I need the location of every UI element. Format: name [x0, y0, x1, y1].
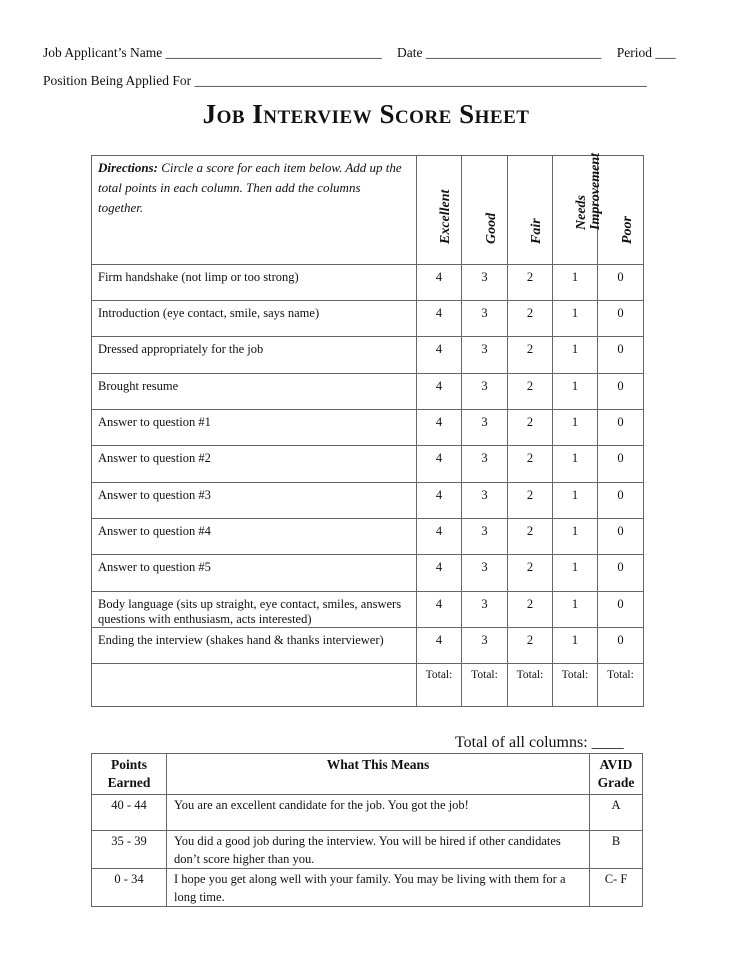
- score-option[interactable]: 0: [598, 592, 644, 628]
- score-item-label: Brought resume: [92, 374, 417, 410]
- grand-total: [455, 734, 624, 752]
- period-field[interactable]: ___: [655, 45, 676, 60]
- score-option[interactable]: 1: [553, 265, 598, 301]
- score-row: [92, 519, 644, 555]
- score-option[interactable]: 2: [508, 519, 553, 555]
- position-field[interactable]: ___________________________________________________________________: [194, 73, 647, 88]
- column-header-good: [462, 156, 508, 265]
- score-option[interactable]: 0: [598, 374, 644, 410]
- score-row: [92, 628, 644, 664]
- score-option[interactable]: 1: [553, 628, 598, 664]
- period-label: Period: [616, 45, 652, 60]
- score-option[interactable]: 2: [508, 301, 553, 337]
- score-option[interactable]: 0: [598, 301, 644, 337]
- score-option[interactable]: 3: [462, 374, 508, 410]
- score-option[interactable]: 3: [462, 265, 508, 301]
- score-option[interactable]: 4: [417, 592, 462, 628]
- score-option[interactable]: 2: [508, 628, 553, 664]
- score-body: [92, 265, 644, 664]
- total-cell[interactable]: Total:: [417, 664, 462, 707]
- column-label-poor: Poor: [619, 216, 635, 244]
- score-option[interactable]: 1: [553, 337, 598, 374]
- score-option[interactable]: 1: [553, 519, 598, 555]
- score-option[interactable]: 3: [462, 301, 508, 337]
- score-option[interactable]: 4: [417, 265, 462, 301]
- score-row: [92, 446, 644, 483]
- grade-letter: B: [590, 831, 643, 869]
- score-option[interactable]: 4: [417, 519, 462, 555]
- score-row: [92, 265, 644, 301]
- position-label: Position Being Applied For: [43, 73, 192, 88]
- grade-meaning: You are an excellent candidate for the job. You got the job!: [167, 795, 590, 831]
- applicant-info-line: [43, 45, 676, 61]
- points-range: 40 - 44: [92, 795, 167, 831]
- name-field[interactable]: ________________________________: [165, 45, 382, 60]
- score-row: [92, 555, 644, 592]
- score-item-label: Answer to question #3: [92, 483, 417, 519]
- grade-meaning: I hope you get along well with your family. You may be living with them for a long time.: [167, 869, 590, 907]
- grade-letter: C- F: [590, 869, 643, 907]
- grading-header-row: [92, 754, 643, 795]
- score-option[interactable]: 3: [462, 592, 508, 628]
- score-option[interactable]: 1: [553, 410, 598, 446]
- score-option[interactable]: 0: [598, 519, 644, 555]
- score-option[interactable]: 4: [417, 301, 462, 337]
- directions-label: Directions:: [98, 160, 158, 175]
- column-header-fair: [508, 156, 553, 265]
- grade-letter: A: [590, 795, 643, 831]
- score-option[interactable]: 4: [417, 483, 462, 519]
- totals-row: [92, 664, 644, 707]
- score-option[interactable]: 4: [417, 628, 462, 664]
- score-option[interactable]: 2: [508, 592, 553, 628]
- score-item-label: Dressed appropriately for the job: [92, 337, 417, 374]
- score-option[interactable]: 3: [462, 519, 508, 555]
- score-option[interactable]: 2: [508, 483, 553, 519]
- score-option[interactable]: 2: [508, 265, 553, 301]
- score-option[interactable]: 2: [508, 446, 553, 483]
- score-option[interactable]: 1: [553, 592, 598, 628]
- score-option[interactable]: 4: [417, 410, 462, 446]
- score-option[interactable]: 4: [417, 446, 462, 483]
- score-table: [91, 155, 644, 707]
- what-this-means-header: What This Means: [167, 754, 590, 795]
- score-option[interactable]: 2: [508, 374, 553, 410]
- score-option[interactable]: 1: [553, 374, 598, 410]
- grading-row: [92, 795, 643, 831]
- directions-text: Circle a score for each item below. Add up the total points in each column. Then add the columns together.: [98, 160, 402, 215]
- score-option[interactable]: 3: [462, 628, 508, 664]
- score-item-label: Answer to question #1: [92, 410, 417, 446]
- score-option[interactable]: 0: [598, 628, 644, 664]
- position-line: [43, 73, 647, 89]
- column-label-needs-improvement: Needs Improvement: [574, 153, 603, 230]
- score-option[interactable]: 1: [553, 301, 598, 337]
- score-option[interactable]: 0: [598, 483, 644, 519]
- score-option[interactable]: 3: [462, 446, 508, 483]
- score-item-label: Introduction (eye contact, smile, says name): [92, 301, 417, 337]
- score-option[interactable]: 3: [462, 337, 508, 374]
- points-earned-header: Points Earned: [92, 754, 167, 795]
- grading-body: [92, 795, 643, 907]
- total-cell[interactable]: Total:: [508, 664, 553, 707]
- score-header-row: [92, 156, 644, 265]
- directions-cell: [92, 156, 417, 265]
- score-item-label: Firm handshake (not limp or too strong): [92, 265, 417, 301]
- grade-meaning: You did a good job during the interview. You will be hired if other candidates don’t score higher than you.: [167, 831, 590, 869]
- score-option[interactable]: 1: [553, 446, 598, 483]
- score-item-label: Answer to question #2: [92, 446, 417, 483]
- total-cell[interactable]: Total:: [598, 664, 644, 707]
- score-item-label: Answer to question #5: [92, 555, 417, 592]
- date-label: Date: [396, 45, 423, 60]
- score-item-label: Ending the interview (shakes hand & thanks interviewer): [92, 628, 417, 664]
- score-option[interactable]: 2: [508, 337, 553, 374]
- name-label: Job Applicant’s Name: [43, 45, 163, 60]
- score-option[interactable]: 4: [417, 374, 462, 410]
- score-row: [92, 483, 644, 519]
- score-option[interactable]: 3: [462, 483, 508, 519]
- score-row: [92, 337, 644, 374]
- column-header-poor: [598, 156, 644, 265]
- score-option[interactable]: 1: [553, 483, 598, 519]
- score-option[interactable]: 1: [553, 555, 598, 592]
- score-option[interactable]: 4: [417, 337, 462, 374]
- grading-row: [92, 869, 643, 907]
- score-option[interactable]: 0: [598, 337, 644, 374]
- score-row: [92, 301, 644, 337]
- score-option[interactable]: 3: [462, 410, 508, 446]
- points-range: 35 - 39: [92, 831, 167, 869]
- column-label-fair: Fair: [529, 218, 544, 244]
- column-header-needs-improvement: [553, 153, 603, 265]
- points-range: 0 - 34: [92, 869, 167, 907]
- grading-scale-table: [91, 753, 643, 907]
- score-option[interactable]: 0: [598, 555, 644, 592]
- column-label-excellent: Excellent: [438, 189, 453, 244]
- grand-total-field[interactable]: ____: [591, 734, 624, 751]
- score-option[interactable]: 0: [598, 446, 644, 483]
- total-cell[interactable]: Total:: [462, 664, 508, 707]
- date-field[interactable]: __________________________: [425, 45, 602, 60]
- score-option[interactable]: 0: [598, 410, 644, 446]
- total-cell[interactable]: Total:: [553, 664, 598, 707]
- score-option[interactable]: 0: [598, 265, 644, 301]
- score-option[interactable]: 2: [508, 410, 553, 446]
- grading-row: [92, 831, 643, 869]
- score-item-label: Body language (sits up straight, eye contact, smiles, answers questions with enthusiasm, acts interested): [92, 592, 417, 628]
- score-option[interactable]: 2: [508, 555, 553, 592]
- score-option[interactable]: 3: [462, 555, 508, 592]
- column-header-excellent: [417, 156, 462, 265]
- page-title: Job Interview Score Sheet: [202, 99, 530, 129]
- score-item-label: Answer to question #4: [92, 519, 417, 555]
- grand-total-label: Total of all columns:: [455, 734, 588, 751]
- score-row: [92, 374, 644, 410]
- score-option[interactable]: 4: [417, 555, 462, 592]
- totals-blank-cell: [92, 664, 417, 707]
- score-row: [92, 592, 644, 628]
- column-label-good: Good: [483, 212, 499, 244]
- score-row: [92, 410, 644, 446]
- avid-grade-header: AVID Grade: [590, 754, 643, 795]
